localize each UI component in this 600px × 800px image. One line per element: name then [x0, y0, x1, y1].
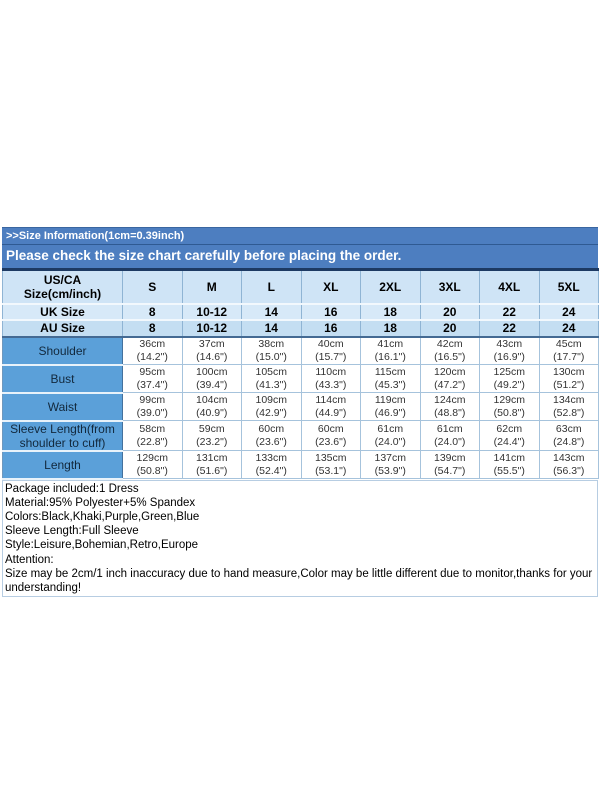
detail-package: Package included:1 Dress — [5, 482, 139, 495]
measure-cell — [182, 393, 242, 421]
inch-value: (53.9") — [374, 464, 406, 477]
cm-value: 105cm — [255, 365, 287, 378]
cm-value: 40cm — [317, 337, 344, 350]
measure-cell — [420, 337, 480, 365]
cm-value: 141cm — [493, 451, 525, 464]
size-col-header-5xl: 5XL — [539, 270, 599, 304]
size-col-header-4xl: 4XL — [480, 270, 540, 304]
measure-cell — [539, 421, 599, 451]
header-label-line2: Size(cm/inch) — [23, 286, 102, 301]
detail-material: Material:95% Polyester+5% Spandex — [5, 496, 196, 509]
inch-value: (51.2") — [553, 378, 585, 391]
inch-value: (24.0") — [374, 435, 406, 448]
measure-label-line: Waist — [47, 399, 78, 414]
uk-size-value: 16 — [301, 304, 361, 320]
inch-value: (15.0") — [255, 350, 287, 363]
inch-value: (15.7") — [315, 350, 347, 363]
cm-value: 139cm — [433, 451, 466, 464]
sleeve-length-row-label — [3, 421, 123, 451]
measure-cell — [301, 393, 361, 421]
measure-cell — [480, 421, 540, 451]
uk-size-value: 24 — [539, 304, 599, 320]
cm-value: 104cm — [195, 393, 228, 406]
cm-value: 134cm — [552, 393, 585, 406]
uk-size-value: 20 — [420, 304, 480, 320]
measure-cell — [361, 337, 421, 365]
cm-value: 120cm — [433, 365, 466, 378]
au-size-value: 10-12 — [182, 320, 242, 337]
inch-value: (17.7") — [553, 350, 585, 363]
cm-value: 42cm — [436, 337, 463, 350]
inch-value: (16.9") — [493, 350, 525, 363]
measure-cell — [301, 421, 361, 451]
inch-value: (44.9") — [315, 406, 347, 419]
measure-cell — [480, 451, 540, 479]
inch-value: (46.9") — [374, 406, 406, 419]
measure-label-line: shoulder to cuff) — [19, 435, 106, 450]
au-size-value: 18 — [361, 320, 421, 337]
measure-cell — [361, 451, 421, 479]
uk-size-value: 8 — [123, 304, 183, 320]
measure-label-line: Sleeve Length(from — [10, 421, 115, 436]
measure-cell — [123, 421, 183, 451]
length-row-label — [3, 451, 123, 479]
cm-value: 100cm — [195, 365, 228, 378]
inch-value: (54.7") — [434, 464, 466, 477]
cm-value: 135cm — [314, 451, 347, 464]
size-col-header-l: L — [242, 270, 302, 304]
size-col-header-s: S — [123, 270, 183, 304]
detail-sleeve: Sleeve Length:Full Sleeve — [5, 525, 139, 538]
measure-cell — [123, 451, 183, 479]
inch-value: (53.1") — [315, 464, 347, 477]
inch-value: (41.3") — [255, 378, 287, 391]
cm-value: 60cm — [258, 422, 285, 435]
cm-value: 45cm — [555, 337, 582, 350]
cm-value: 129cm — [136, 451, 168, 464]
measure-cell — [242, 337, 302, 365]
product-details-block — [2, 480, 598, 598]
inch-value: (14.6") — [196, 350, 228, 363]
cm-value: 129cm — [493, 393, 525, 406]
inch-value: (43.3") — [315, 378, 347, 391]
cm-value: 130cm — [552, 365, 585, 378]
sleeve-length-row — [3, 421, 599, 451]
cm-value: 110cm — [315, 365, 347, 378]
inch-value: (14.2") — [136, 350, 168, 363]
measure-cell — [420, 393, 480, 421]
measure-cell — [123, 337, 183, 365]
au-size-value: 16 — [301, 320, 361, 337]
size-col-header-xl: XL — [301, 270, 361, 304]
inch-value: (23.6") — [255, 435, 287, 448]
waist-row — [3, 393, 599, 421]
measure-cell — [480, 365, 540, 393]
cm-value: 143cm — [552, 451, 585, 464]
inch-value: (55.5") — [493, 464, 525, 477]
au-size-value: 22 — [480, 320, 540, 337]
measure-cell — [242, 421, 302, 451]
header-label-cell — [3, 270, 123, 304]
inch-value: (24.4") — [493, 435, 525, 448]
cm-value: 133cm — [255, 451, 287, 464]
header-row — [3, 270, 599, 304]
inch-value: (50.8") — [136, 464, 168, 477]
inch-value: (50.8") — [493, 406, 525, 419]
uk-size-value: 22 — [480, 304, 540, 320]
banner-subtitle: Please check the size chart carefully before placing the order. — [6, 248, 402, 263]
measure-cell — [539, 451, 599, 479]
inch-value: (56.3") — [553, 464, 585, 477]
inch-value: (51.6") — [196, 464, 228, 477]
measure-cell — [182, 421, 242, 451]
shoulder-row — [3, 337, 599, 365]
measure-cell — [361, 393, 421, 421]
measure-cell — [361, 421, 421, 451]
inch-value: (24.0") — [434, 435, 466, 448]
header-label-line1: US/CA — [43, 272, 82, 287]
uk-size-value: 10-12 — [182, 304, 242, 320]
size-info-banner — [2, 227, 598, 268]
measure-cell — [182, 451, 242, 479]
size-col-header-2xl: 2XL — [361, 270, 421, 304]
inch-value: (49.2") — [493, 378, 525, 391]
measure-cell — [123, 393, 183, 421]
inch-value: (52.4") — [255, 464, 287, 477]
measure-cell — [539, 365, 599, 393]
cm-value: 109cm — [255, 393, 287, 406]
measure-cell — [480, 393, 540, 421]
inch-value: (24.8") — [553, 435, 585, 448]
cm-value: 61cm — [436, 422, 463, 435]
au-size-row — [3, 320, 599, 337]
inch-value: (22.8") — [136, 435, 168, 448]
measure-cell — [420, 365, 480, 393]
cm-value: 95cm — [139, 365, 166, 378]
uk-size-label: UK Size — [3, 304, 123, 320]
cm-value: 124cm — [433, 393, 466, 406]
au-size-value: 20 — [420, 320, 480, 337]
cm-value: 41cm — [377, 337, 404, 350]
size-col-header-m: M — [182, 270, 242, 304]
inch-value: (47.2") — [434, 378, 466, 391]
shoulder-row-label — [3, 337, 123, 365]
detail-style: Style:Leisure,Bohemian,Retro,Europe — [5, 539, 199, 552]
inch-value: (16.5") — [434, 350, 466, 363]
size-col-header-3xl: 3XL — [420, 270, 480, 304]
inch-value: (42.9") — [255, 406, 287, 419]
measure-cell — [182, 365, 242, 393]
measure-cell — [182, 337, 242, 365]
au-size-label: AU Size — [3, 320, 123, 337]
inch-value: (23.6") — [315, 435, 347, 448]
measure-cell — [242, 451, 302, 479]
inch-value: (39.4") — [196, 378, 228, 391]
inch-value: (52.8") — [553, 406, 585, 419]
inch-value: (40.9") — [196, 406, 228, 419]
measure-cell — [242, 365, 302, 393]
measure-label-line: Shoulder — [38, 343, 87, 358]
inch-value: (39.0") — [136, 406, 168, 419]
bust-row-label — [3, 365, 123, 393]
uk-size-value: 14 — [242, 304, 302, 320]
uk-size-value: 18 — [361, 304, 421, 320]
waist-row-label — [3, 393, 123, 421]
detail-disclaimer: Size may be 2cm/1 inch inaccuracy due to hand measure,Color may be little different due to monitor,thanks for your understanding! — [5, 567, 593, 594]
inch-value: (37.4") — [136, 378, 168, 391]
inch-value: (45.3") — [374, 378, 406, 391]
banner-title: >>Size Information(1cm=0.39inch) — [2, 227, 598, 245]
cm-value: 115cm — [374, 365, 406, 378]
cm-value: 63cm — [555, 422, 582, 435]
cm-value: 59cm — [198, 422, 225, 435]
measure-label-line: Length — [44, 457, 81, 472]
measure-cell — [123, 365, 183, 393]
inch-value: (48.8") — [434, 406, 466, 419]
measure-cell — [361, 365, 421, 393]
cm-value: 125cm — [493, 365, 525, 378]
cm-value: 137cm — [374, 451, 406, 464]
detail-colors: Colors:Black,Khaki,Purple,Green,Blue — [5, 510, 200, 523]
cm-value: 114cm — [315, 393, 347, 406]
au-size-value: 24 — [539, 320, 599, 337]
size-chart-table — [2, 268, 599, 480]
cm-value: 61cm — [377, 422, 404, 435]
uk-size-row — [3, 304, 599, 320]
inch-value: (16.1") — [374, 350, 406, 363]
inch-value: (23.2") — [196, 435, 228, 448]
cm-value: 43cm — [496, 337, 523, 350]
au-size-value: 8 — [123, 320, 183, 337]
measure-cell — [420, 421, 480, 451]
au-size-value: 14 — [242, 320, 302, 337]
cm-value: 38cm — [258, 337, 285, 350]
cm-value: 60cm — [317, 422, 344, 435]
detail-attention: Attention: — [5, 553, 54, 566]
length-row — [3, 451, 599, 479]
measure-cell — [480, 337, 540, 365]
measure-cell — [539, 337, 599, 365]
cm-value: 37cm — [198, 337, 225, 350]
measure-cell — [539, 393, 599, 421]
measure-cell — [242, 393, 302, 421]
measure-label-line: Bust — [50, 371, 75, 386]
cm-value: 62cm — [496, 422, 523, 435]
measure-cell — [301, 337, 361, 365]
measure-cell — [420, 451, 480, 479]
bust-row — [3, 365, 599, 393]
measure-cell — [301, 365, 361, 393]
cm-value: 58cm — [139, 422, 166, 435]
size-info-content — [2, 227, 598, 597]
cm-value: 36cm — [139, 337, 166, 350]
cm-value: 131cm — [195, 451, 228, 464]
measure-cell — [301, 451, 361, 479]
cm-value: 99cm — [139, 393, 166, 406]
cm-value: 119cm — [374, 393, 406, 406]
